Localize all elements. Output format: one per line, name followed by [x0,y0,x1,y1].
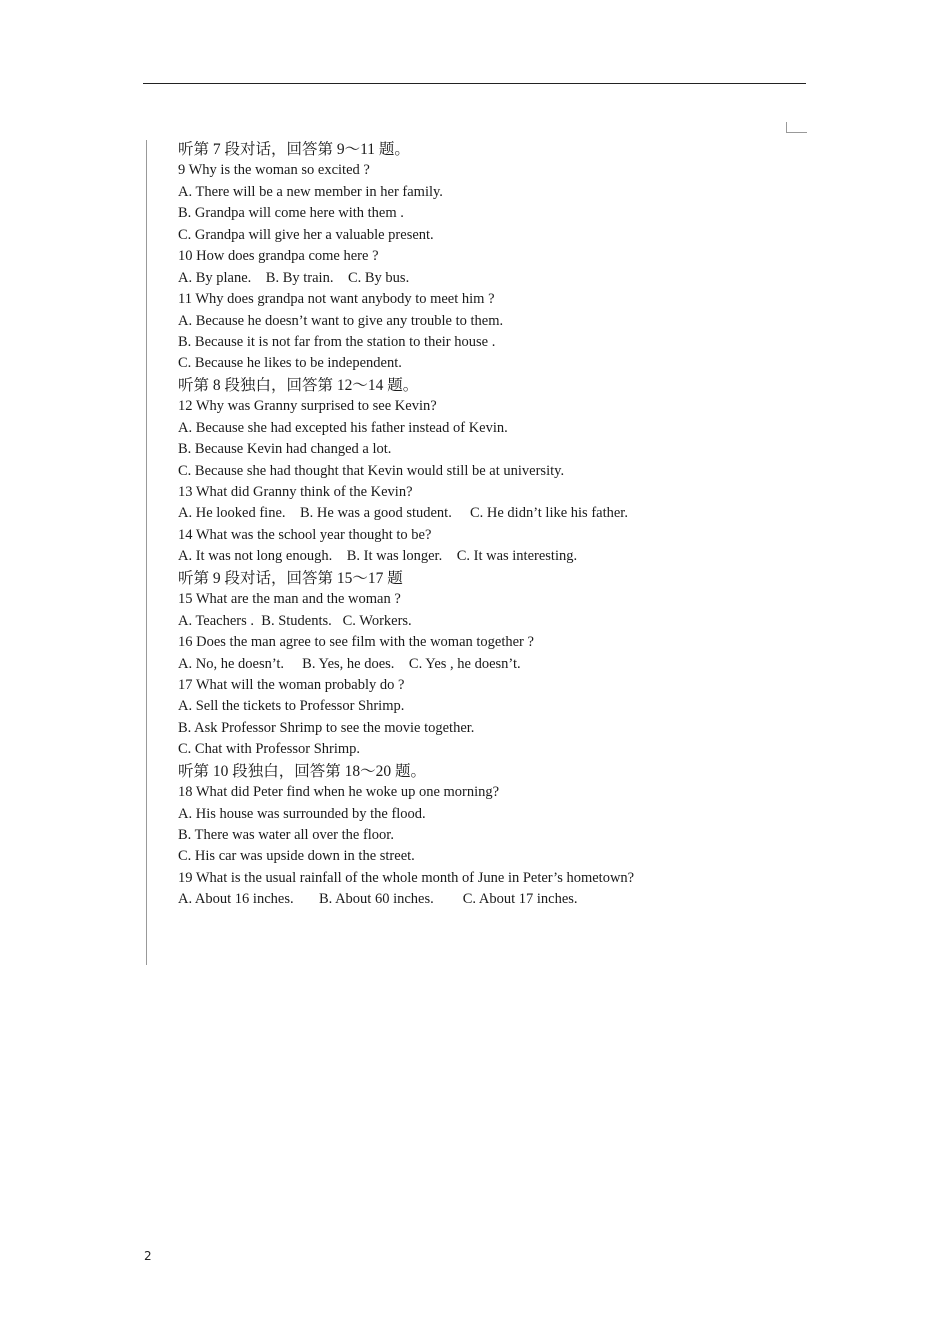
options-14: A. It was not long enough. B. It was longer. C. It was interesting. [178,548,578,565]
margin-corner-mark [786,122,807,133]
question-19: 19 What is the usual rainfall of the whole month of June in Peter’s hometown? [178,869,635,886]
question-14: 14 What was the school year thought to be? [178,526,432,543]
question-10: 10 How does grandpa come here ? [178,248,379,265]
question-17: 17 What will the woman probably do ? [178,676,405,693]
page-number: 2 [144,1249,152,1263]
question-12: 12 Why was Granny surprised to see Kevin? [178,398,437,415]
options-19: A. About 16 inches. B. About 60 inches. C. About 17 inches. [178,891,578,908]
header-rule [143,83,806,84]
option-11c: C. Because he likes to be independent. [178,355,402,372]
question-15: 15 What are the man and the woman ? [178,591,401,608]
section-heading-7: 听第 7 段对话，回答第 9～11 题。 [178,141,410,158]
left-margin-line [146,140,147,965]
option-9a: A. There will be a new member in her family. [178,183,443,200]
option-18a: A. His house was surrounded by the flood. [178,805,426,822]
option-12b: B. Because Kevin had changed a lot. [178,441,392,458]
section-heading-10: 听第 10 段独白，回答第 18～20 题。 [178,762,427,780]
option-17c: C. Chat with Professor Shrimp. [178,741,361,758]
section-heading-8: 听第 8 段独白，回答第 12～14 题。 [178,376,419,394]
option-12c: C. Because she had thought that Kevin would still be at university. [178,462,565,479]
option-17b: B. Ask Professor Shrimp to see the movie together. [178,719,475,736]
options-13: A. He looked fine. B. He was a good student. C. He didn’t like his father. [178,505,628,522]
question-9: 9 Why is the woman so excited ? [178,162,370,179]
section-heading-9: 听第 9 段对话，回答第 15～17 题 [178,569,403,587]
option-11b: B. Because it is not far from the station to their house . [178,333,496,350]
option-9c: C. Grandpa will give her a valuable present. [178,226,434,243]
option-9b: B. Grandpa will come here with them . [178,205,404,222]
question-16: 16 Does the man agree to see film with the woman together ? [178,634,534,651]
option-18c: C. His car was upside down in the street. [178,848,415,865]
option-17a: A. Sell the tickets to Professor Shrimp. [178,698,405,715]
question-13: 13 What did Granny think of the Kevin? [178,484,413,500]
question-11: 11 Why does grandpa not want anybody to meet him ? [178,291,495,308]
option-12a: A. Because she had excepted his father instead of Kevin. [178,419,508,436]
document-body [178,139,798,911]
option-11a: A. Because he doesn’t want to give any trouble to them. [178,312,504,329]
option-18b: B. There was water all over the floor. [178,827,394,843]
options-10: A. By plane. B. By train. C. By bus. [178,269,410,286]
options-16: A. No, he doesn’t. B. Yes, he does. C. Yes , he doesn’t. [178,655,521,672]
question-18: 18 What did Peter find when he woke up one morning? [178,784,500,801]
options-15: A. Teachers . B. Students. C. Workers. [178,612,412,629]
